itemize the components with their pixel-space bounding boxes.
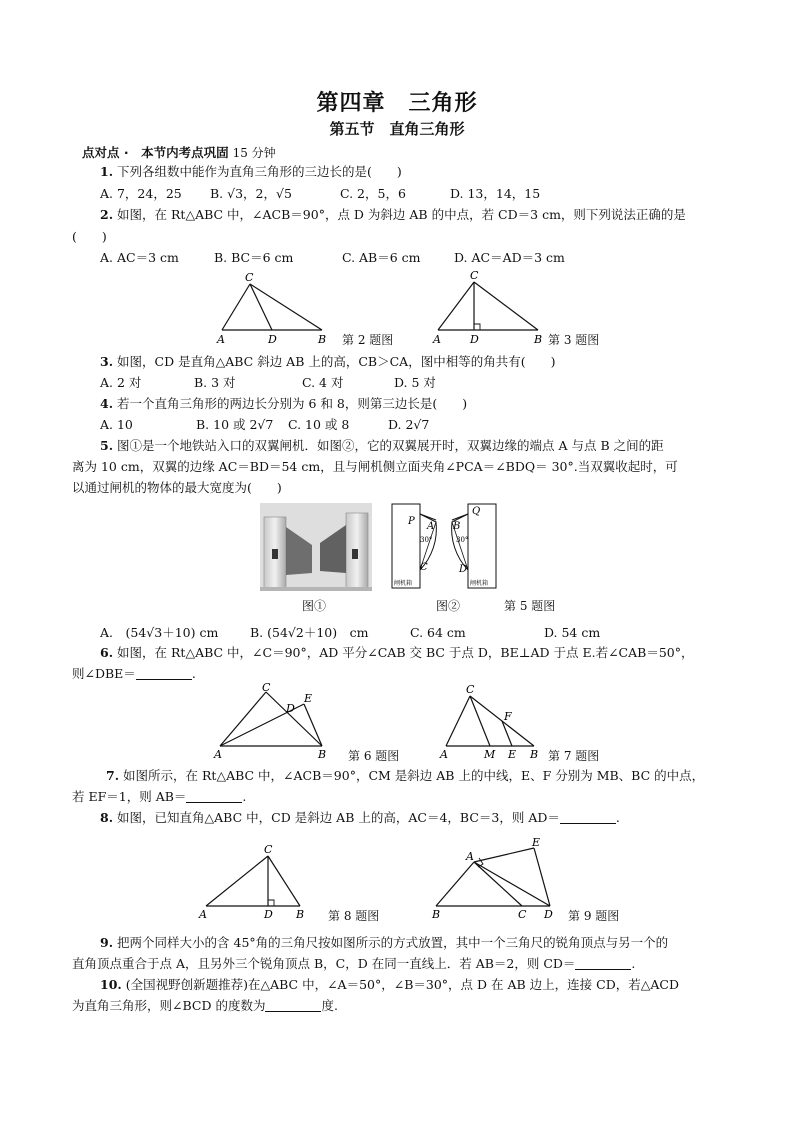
q7-number: 7. [106, 768, 120, 783]
fig5-point-p: P [408, 516, 415, 527]
fig6-point-a: A [214, 748, 222, 760]
q9-answer-blank[interactable] [575, 957, 631, 970]
q1-stem: 下列各组数中能作为直角三角形的三边长的是( ) [117, 164, 402, 179]
q2-number: 2. [100, 207, 114, 222]
fig5-angle-left: 30° [420, 536, 433, 544]
q1-option-a: A. 7，24，25 [100, 186, 182, 201]
fig2-point-d: D [268, 333, 277, 346]
q7-line-1: 如图所示，在 Rt△ABC 中，∠ACB＝90°，CM 是斜边 AB 上的中线，E、F 分别为 MB、BC 的中点， [123, 768, 705, 783]
q8-stem: 如图，已知直角△ABC 中，CD 是斜边 AB 上的高，AC＝4，BC＝3，则 AD＝ [117, 810, 560, 825]
gate-photo [260, 503, 372, 591]
q5-option-d: D. 54 cm [543, 625, 601, 640]
fig7-point-c: C [466, 683, 475, 696]
q2-option-d: D. AC＝AD＝3 cm [453, 250, 565, 265]
fig2-point-b: B [318, 333, 327, 346]
q2-option-a: A. AC＝3 cm [100, 250, 179, 265]
q9-end: . [631, 956, 636, 971]
q5-option-a: A. (54√3＋10) cm [100, 625, 219, 640]
q2-option-c: C. AB＝6 cm [341, 250, 421, 265]
q5-line-2: 离为 10 cm，双翼的边缘 AC＝BD＝54 cm，且与闸机侧立面夹角∠PCA＝∠BDQ＝ 30°.当双翼收起时，可 [72, 459, 678, 474]
fig5-box-left: 闸机箱 [394, 580, 413, 587]
q3-option-a: A. 2 对 [100, 375, 142, 390]
fig9-caption: 第 9 题图 [568, 909, 620, 923]
fig5-point-a: A [427, 521, 435, 532]
q6-line-2: 则∠DBE＝ [72, 666, 136, 681]
fig5-point-q: Q [472, 506, 481, 517]
q5-options [100, 625, 600, 641]
fig7-caption: 第 7 题图 [548, 749, 600, 763]
q3-stem: 如图，CD 是直角△ABC 斜边 AB 上的高，CB＞CA，图中相等的角共有( ) [117, 354, 556, 369]
q1-option-c: C. 2，5，6 [339, 186, 406, 201]
fig3-point-a: A [433, 333, 441, 346]
q3-option-c: C. 4 对 [301, 375, 344, 390]
q4-options [100, 417, 429, 433]
question-9 [100, 935, 668, 951]
q7-line-2: 若 EF＝1，则 AB＝ [72, 789, 187, 804]
q2-option-b: B. BC＝6 cm [213, 250, 294, 265]
q2-stem-cont: ( ) [72, 229, 107, 244]
q6-answer-blank[interactable] [136, 667, 192, 680]
q10-number: 10. [100, 977, 122, 992]
fig7-point-b: B [530, 748, 539, 760]
q4-option-b: B. 10 或 2√7 [195, 417, 274, 432]
fig7-point-f: F [504, 710, 512, 723]
q10-line-2: 为直角三角形，则∠BCD 的度数为 [72, 998, 266, 1013]
question-7 [106, 768, 704, 784]
q5-option-b: B. (54√2＋10) cm [249, 625, 369, 640]
q5-line-3: 以通过闸机的物体的最大宽度为( ) [72, 480, 282, 495]
section-header [82, 145, 276, 161]
q3-option-d: D. 5 对 [393, 375, 436, 390]
q9-line-1: 把两个同样大小的含 45°角的三角尺按如图所示的方式放置，其中一个三角尺的锐角顶点与另一个的 [117, 935, 669, 950]
fig5-caption: 第 5 题图 [504, 599, 556, 613]
fig8-point-a: A [199, 908, 207, 921]
fig6-point-d: D [286, 702, 295, 715]
fig5-point-c: C [420, 562, 428, 573]
fig5-caption-1: 图① [302, 599, 327, 613]
fig5-angle-right: 30° [456, 536, 469, 544]
figure-6 [210, 682, 340, 760]
q9-number: 9. [100, 935, 114, 950]
q1-number: 1. [100, 164, 114, 179]
q8-end: . [615, 810, 620, 825]
fig8-point-b: B [296, 908, 305, 921]
fig5-point-b: B [453, 521, 461, 532]
question-6 [100, 645, 693, 661]
fig5-caption-2: 图② [436, 599, 461, 613]
fig9-point-e: E [532, 836, 541, 849]
q3-number: 3. [100, 354, 114, 369]
q7-line-2-wrap [72, 789, 246, 805]
q10-answer-blank[interactable] [265, 999, 321, 1012]
q6-number: 6. [100, 645, 114, 660]
q2-options [100, 250, 565, 266]
question-5 [100, 438, 664, 454]
gate-diagram [386, 500, 502, 592]
fig9-point-a: A [466, 850, 474, 863]
figure-9 [426, 834, 560, 922]
q2-stem: 如图，在 Rt△ABC 中，∠ACB＝90°，点 D 为斜边 AB 的中点，若 CD＝3 cm，则下列说法正确的是 [117, 207, 686, 222]
fig8-point-c: C [264, 843, 273, 856]
q9-line-2-wrap [72, 956, 635, 972]
fig9-point-d: D [544, 908, 553, 921]
fig3-point-c: C [470, 269, 479, 282]
fig6-caption: 第 6 题图 [348, 749, 400, 763]
q4-stem: 若一个直角三角形的两边长分别为 6 和 8，则第三边长是( ) [117, 396, 468, 411]
q3-options [100, 375, 436, 391]
q4-option-c: C. 10 或 8 [287, 417, 350, 432]
fig5-point-d: D [459, 564, 468, 575]
q1-option-b: B. √3，2，√5 [209, 186, 292, 201]
q4-option-d: D. 2√7 [387, 417, 430, 432]
q7-end: . [242, 789, 247, 804]
figure-3 [428, 268, 558, 346]
question-10 [100, 977, 679, 993]
question-8 [100, 810, 620, 826]
section-label: 点对点 · 本节内考点巩固 [82, 145, 229, 160]
q3-option-b: B. 3 对 [193, 375, 236, 390]
chapter-title: 第四章 三角形 [316, 91, 478, 116]
q6-line-2-wrap [72, 666, 196, 682]
fig3-point-b: B [534, 333, 543, 346]
q6-end: . [191, 666, 196, 681]
question-3 [100, 354, 555, 370]
q4-number: 4. [100, 396, 114, 411]
q9-line-2: 直角顶点重合于点 A，且另外三个锐角顶点 B，C，D 在同一直线上．若 AB＝2，则 CD＝ [72, 956, 576, 971]
section-title: 第五节 直角三角形 [329, 120, 465, 138]
fig2-point-c: C [245, 271, 254, 284]
question-1 [100, 164, 402, 180]
fig8-caption: 第 8 题图 [328, 909, 380, 923]
figure-2 [212, 268, 342, 346]
q5-line-1: 图①是一个地铁站入口的双翼闸机．如图②，它的双翼展开时，双翼边缘的端点 A 与点 B 之间的距 [117, 438, 664, 453]
q4-option-a: A. 10 [100, 417, 133, 432]
fig6-point-e: E [304, 692, 313, 705]
q8-answer-blank[interactable] [560, 811, 616, 824]
figure-8 [196, 842, 314, 922]
q1-option-d: D. 13，14，15 [449, 186, 541, 201]
fig6-point-c: C [262, 682, 271, 694]
q8-number: 8. [100, 810, 114, 825]
fig5-box-right: 闸机箱 [470, 580, 489, 587]
question-2 [100, 207, 686, 223]
q10-end: 度. [321, 998, 338, 1013]
fig3-caption: 第 3 题图 [548, 333, 600, 347]
fig7-point-a: A [440, 748, 448, 760]
fig2-point-a: A [217, 333, 225, 346]
question-4 [100, 396, 467, 412]
fig6-point-b: B [318, 748, 327, 760]
q1-options [100, 186, 540, 202]
fig7-point-m: M [484, 748, 496, 760]
fig7-point-e: E [508, 748, 517, 760]
figure-7 [436, 682, 548, 760]
fig9-point-c: C [518, 908, 527, 921]
q5-option-c: C. 64 cm [409, 625, 466, 640]
fig2-caption: 第 2 题图 [342, 333, 394, 347]
q5-number: 5. [100, 438, 114, 453]
fig3-point-d: D [470, 333, 479, 346]
fig8-point-d: D [264, 908, 273, 921]
q7-answer-blank[interactable] [186, 790, 242, 803]
q6-line-1: 如图，在 Rt△ABC 中，∠C＝90°，AD 平分∠CAB 交 BC 于点 D，BE⊥AD 于点 E.若∠CAB＝50°， [117, 645, 694, 660]
fig9-point-b: B [432, 908, 441, 921]
q10-line-2-wrap [72, 998, 338, 1014]
q10-line-1: (全国视野创新题推荐)在△ABC 中，∠A＝50°，∠B＝30°，点 D 在 AB 边上，连接 CD，若△ACD [125, 977, 679, 992]
section-time: 15 分钟 [232, 146, 276, 160]
